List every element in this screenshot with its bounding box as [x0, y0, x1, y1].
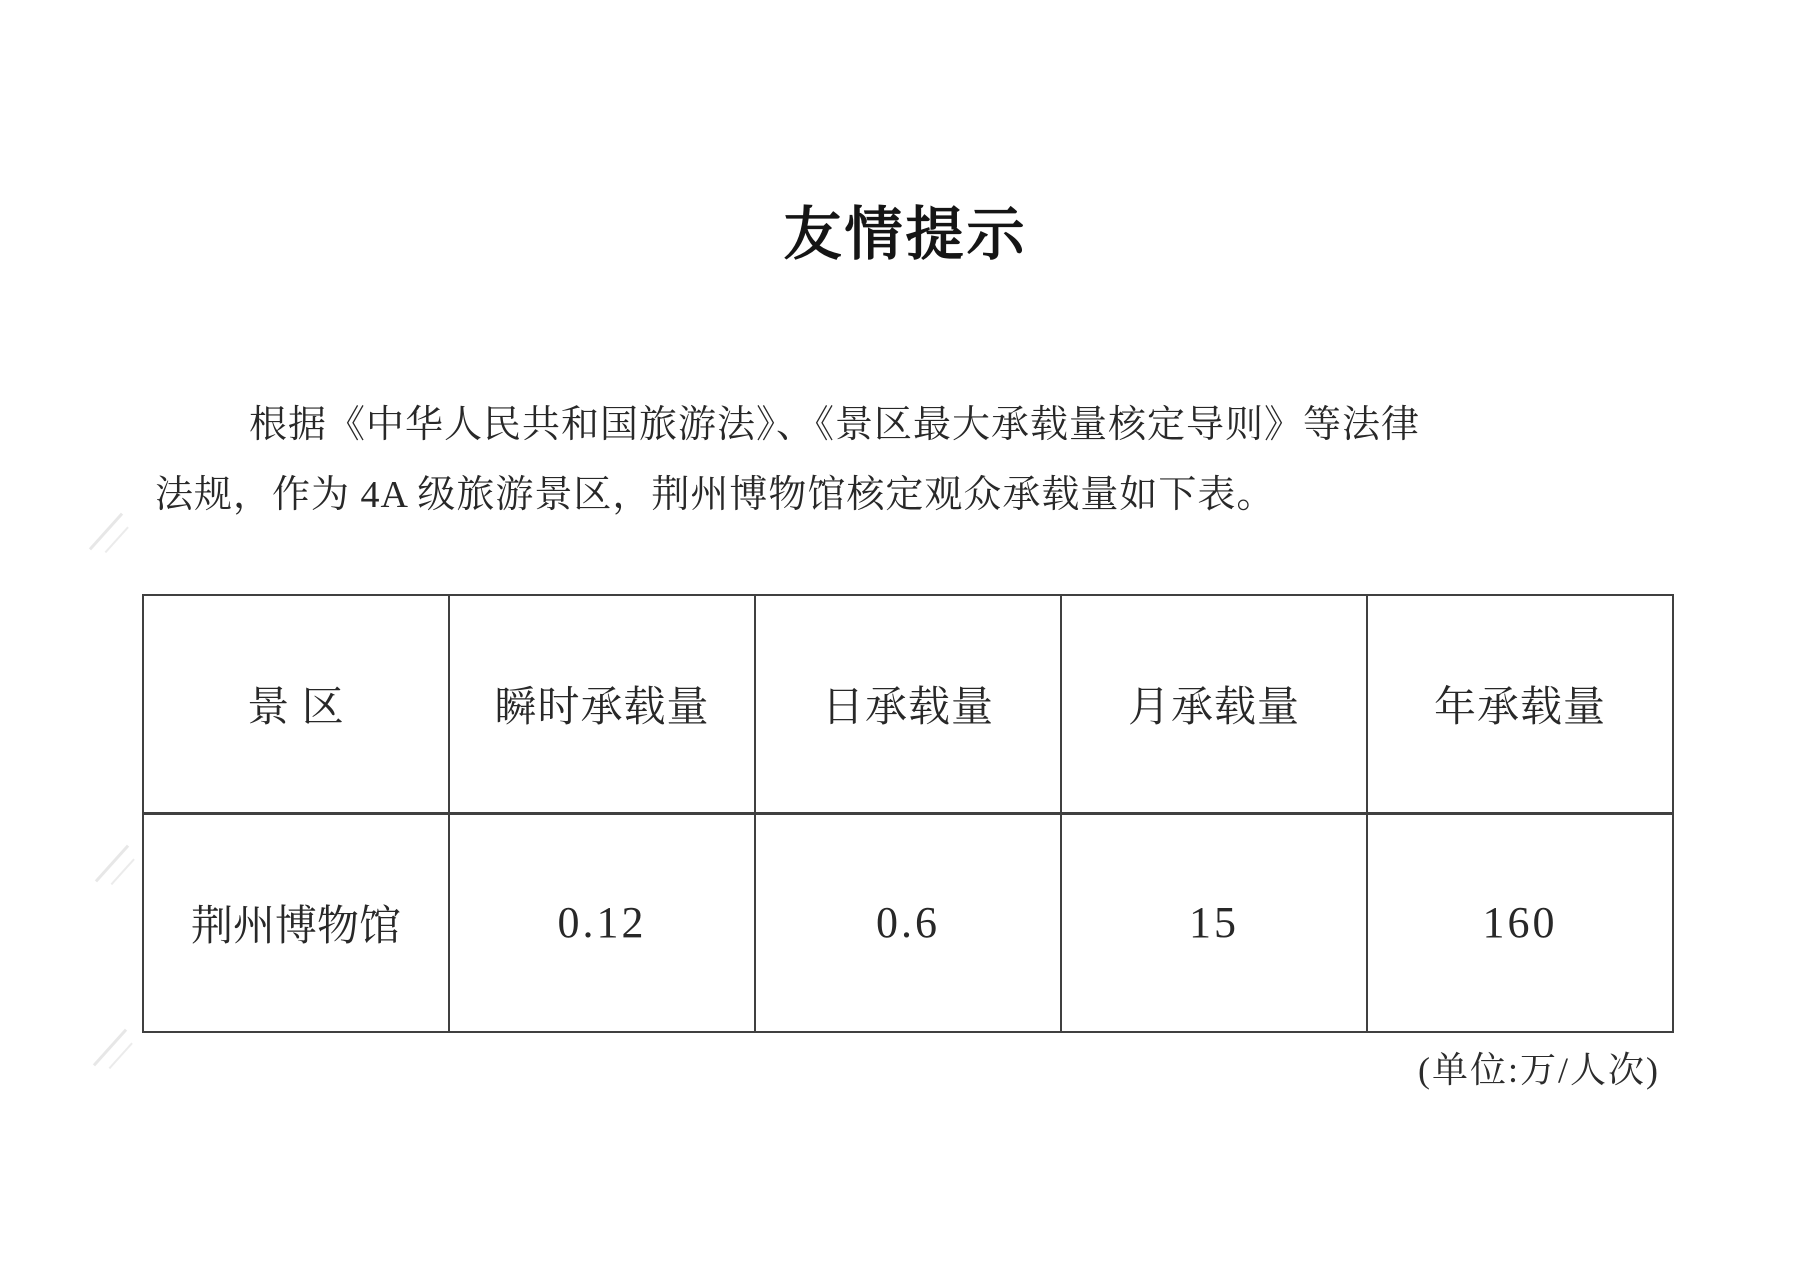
- header-daily-capacity: 日承载量: [755, 595, 1061, 813]
- header-annual-capacity: 年承载量: [1367, 595, 1673, 813]
- cell-scenic-area: 荆州博物馆: [143, 813, 449, 1032]
- table-data-row: [143, 813, 1673, 1032]
- page-title: 友情提示: [783, 202, 1028, 267]
- watermark-fragment: [95, 845, 129, 883]
- cell-monthly-capacity: 15: [1061, 813, 1367, 1032]
- cell-daily-capacity: 0.6: [755, 813, 1061, 1032]
- header-monthly-capacity: 月承载量: [1061, 595, 1367, 813]
- cell-instantaneous-capacity: 0.12: [449, 813, 755, 1032]
- header-instantaneous-capacity: 瞬时承载量: [449, 595, 755, 813]
- paragraph-line-2: 法规，作为 4A 级旅游景区，荆州博物馆核定观众承载量如下表。: [155, 474, 1276, 516]
- watermark-fragment: [93, 1029, 127, 1067]
- paragraph-line-1: 根据《中华人民共和国旅游法》、《景区最大承载量核定导则》等法律: [249, 404, 1421, 446]
- unit-note: (单位:万/人次): [1418, 1050, 1660, 1090]
- header-scenic-area: 景 区: [143, 595, 449, 813]
- body-paragraph: [155, 390, 1455, 530]
- capacity-table: [142, 594, 1674, 1033]
- cell-annual-capacity: 160: [1367, 813, 1673, 1032]
- table-header-row: [143, 595, 1673, 813]
- watermark-fragment: [89, 513, 123, 551]
